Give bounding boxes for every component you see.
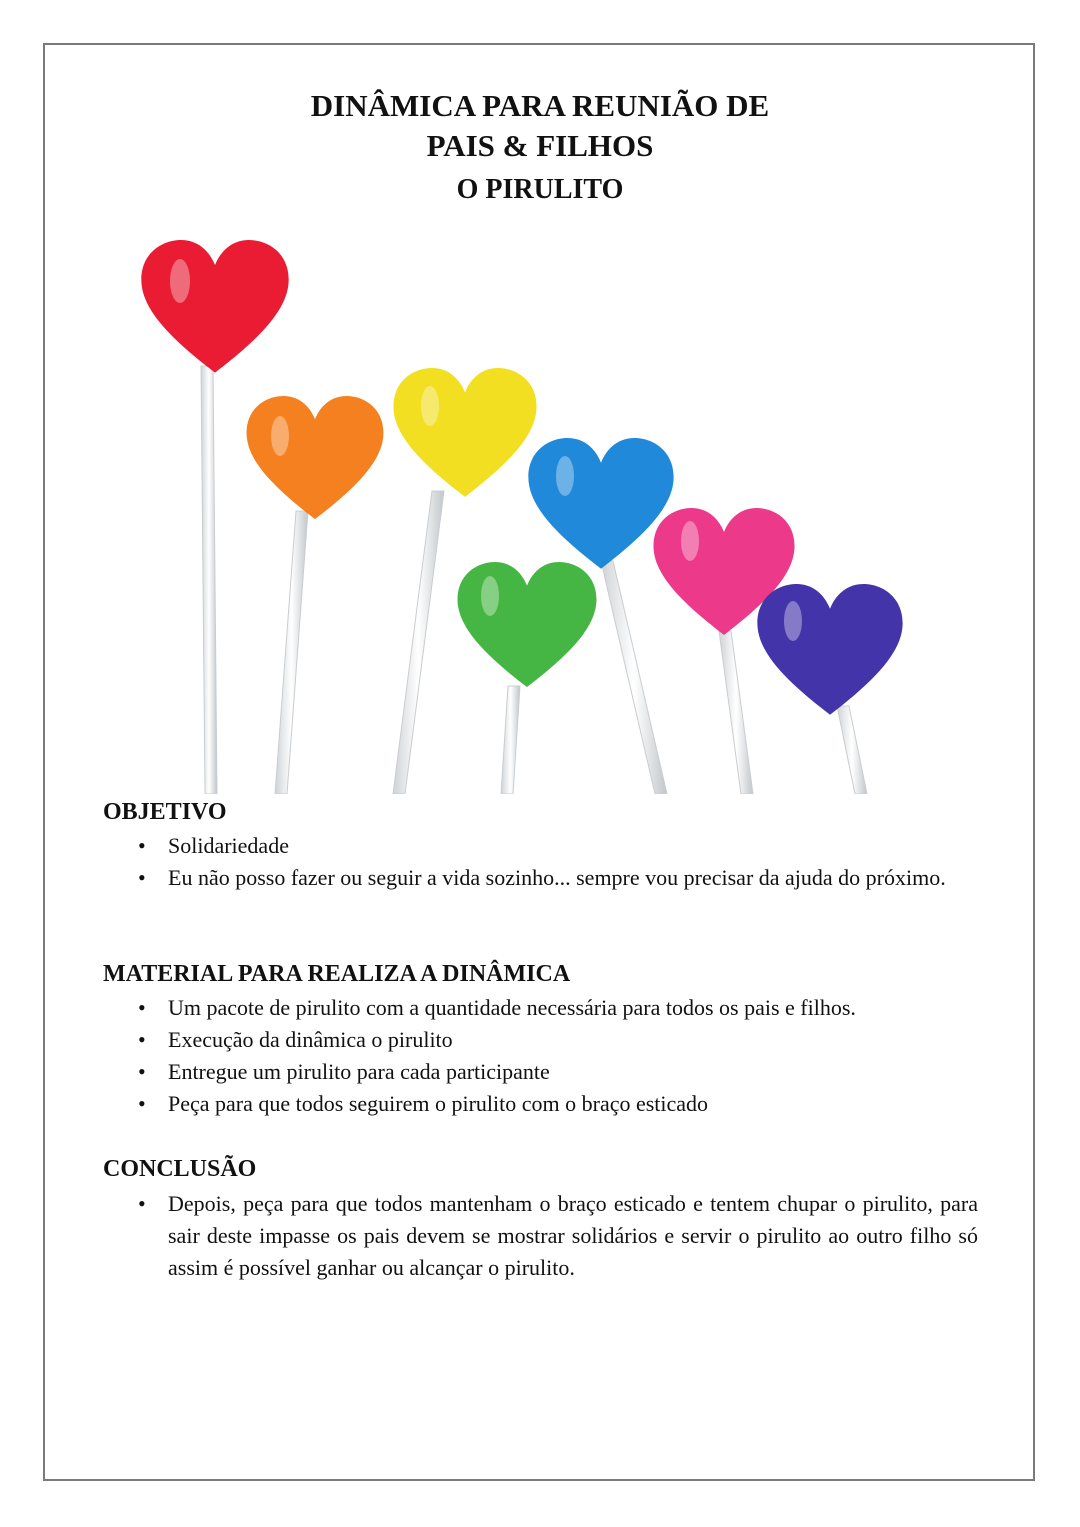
heart-blue bbox=[528, 438, 673, 569]
page-title: DINÂMICA PARA REUNIÃO DE PAIS & FILHOS bbox=[310, 88, 770, 163]
stick-yellow bbox=[393, 491, 444, 794]
list-item: • Um pacote de pirulito com a quantidade necessária para todos os pais e filhos. bbox=[103, 992, 978, 1024]
material-heading: MATERIAL PARA REALIZA A DINÂMICA bbox=[103, 961, 571, 987]
list-item: • Execução da dinâmica o pirulito bbox=[103, 1024, 978, 1056]
heart-orange bbox=[247, 396, 384, 519]
page-subtitle: O PIRULITO bbox=[456, 174, 624, 205]
list-item: • Peça para que todos seguirem o pirulito com o braço esticado bbox=[103, 1088, 978, 1120]
heart-red bbox=[141, 240, 288, 373]
stick-pink bbox=[719, 631, 753, 794]
stick-orange bbox=[275, 511, 308, 794]
objetivo-list bbox=[103, 830, 978, 894]
stick-red bbox=[201, 366, 217, 794]
conclusao-list bbox=[103, 1188, 978, 1284]
heart-lollipops-icon bbox=[125, 236, 915, 794]
material-list bbox=[103, 992, 978, 1120]
stick-purple bbox=[837, 706, 867, 794]
list-item: • Depois, peça para que todos mantenham o braço esticado e tentem chupar o pirulito, para sair deste impasse os pais devem se mostrar solidários e servir o pirulito ao outro filho só assim é possível ganhar ou alcançar o pirulito. bbox=[103, 1188, 978, 1284]
list-item: • Eu não posso fazer ou seguir a vida sozinho... sempre vou precisar da ajuda do próximo. bbox=[103, 862, 978, 894]
heart-yellow bbox=[393, 368, 536, 497]
heart-green bbox=[458, 562, 597, 687]
conclusao-heading: CONCLUSÃO bbox=[103, 1156, 257, 1182]
list-item: • Entregue um pirulito para cada participante bbox=[103, 1056, 978, 1088]
stick-blue bbox=[601, 561, 667, 794]
stick-green bbox=[501, 686, 520, 794]
objetivo-heading: OBJETIVO bbox=[103, 799, 227, 825]
list-item: • Solidariedade bbox=[103, 830, 978, 862]
heart-purple bbox=[757, 584, 902, 715]
